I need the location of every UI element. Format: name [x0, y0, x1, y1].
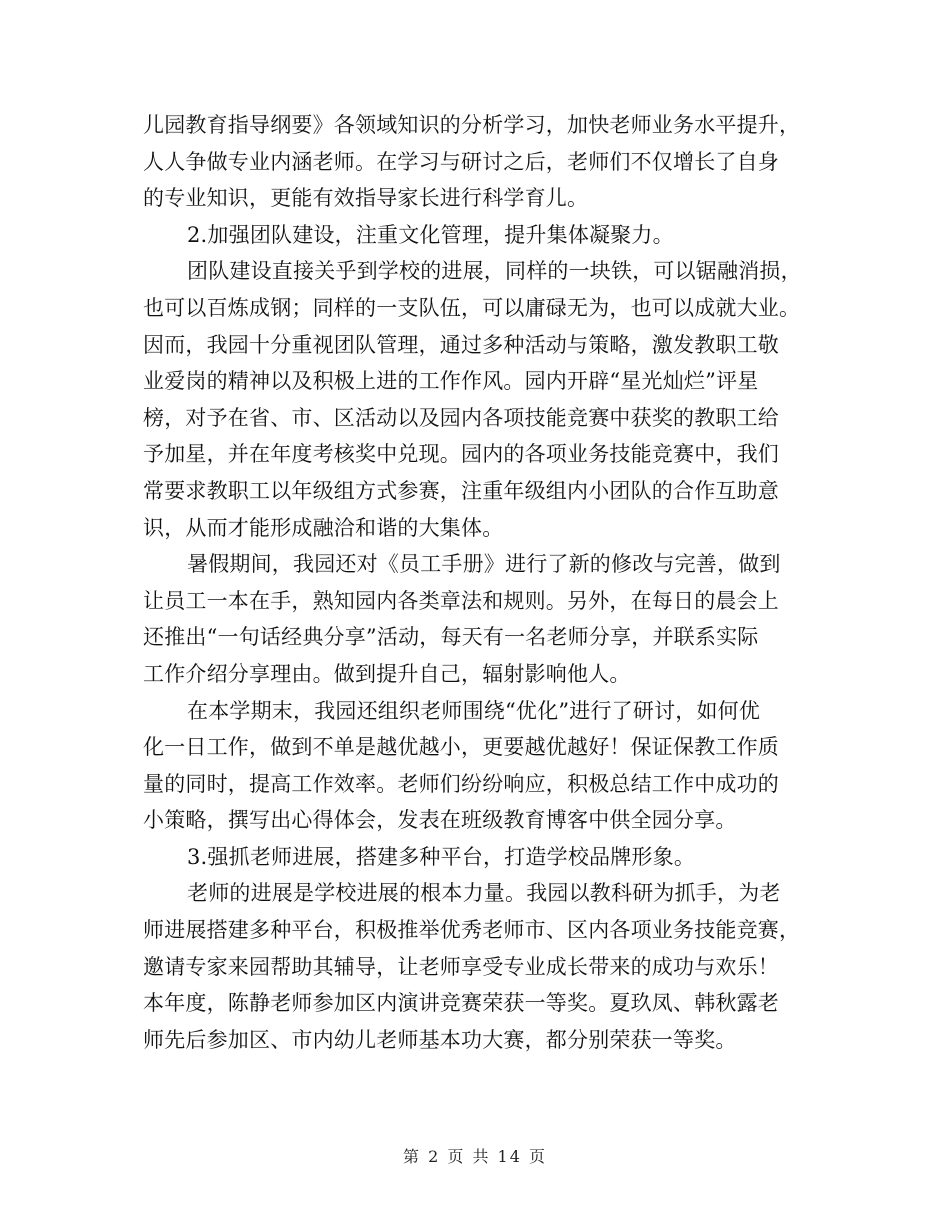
text-line: 2.加强团队建设，注重文化管理，提升集体凝聚力。 [187, 222, 674, 247]
text-line: 因而，我园十分重视团队管理，通过多种活动与策略，激发教职工敬 [143, 332, 779, 357]
text-line: 榜，对予在省、市、区活动以及园内各项技能竞赛中获奖的教职工给 [143, 405, 779, 430]
text-line: 3.强抓老师进展，搭建多种平台，打造学校品牌形象。 [187, 844, 696, 869]
text-line: 工作介绍分享理由。做到提升自己，辐射影响他人。 [143, 661, 631, 686]
text-line: 团队建设直接关乎到学校的进展，同样的一块铁，可以锯融消损， [187, 259, 802, 284]
text-line: 化一日工作，做到不单是越优越小，更要越优越好！保证保教工作质 [143, 735, 779, 760]
text-line: 识，从而才能形成融洽和谐的大集体。 [143, 515, 504, 540]
text-line: 儿园教育指导纲要》各领域知识的分析学习，加快老师业务水平提升， [143, 113, 801, 137]
text-line: 师进展搭建多种平台，积极推举优秀老师市、区内各项业务技能竞赛， [143, 918, 801, 943]
text-line: 人人争做专业内涵老师。在学习与研讨之后，老师们不仅增长了自身 [143, 149, 779, 174]
text-line: 还推出“一句话经典分享”活动，每天有一名老师分享，并联系实际 [143, 625, 759, 650]
text-line: 常要求教职工以年级组方式参赛，注重年级组内小团队的合作互助意 [143, 478, 779, 503]
text-line: 予加星，并在年度考核奖中兑现。园内的各项业务技能竞赛中，我们 [143, 442, 779, 467]
text-line: 本年度，陈静老师参加区内演讲竞赛荣获一等奖。夏玖凤、韩秋露老 [143, 991, 779, 1016]
body-text [143, 107, 813, 1058]
page-footer: 第 2 页 共 14 页 [403, 1147, 547, 1166]
text-line: 也可以百炼成钢；同样的一支队伍，可以庸碌无为，也可以成就大业。 [143, 295, 801, 320]
text-line: 师先后参加区、市内幼儿老师基本功大赛，都分别荣获一等奖。 [143, 1027, 737, 1052]
text-line: 老师的进展是学校进展的根本力量。我园以教科研为抓手，为老 [187, 881, 781, 906]
text-line: 量的同时，提高工作效率。老师们纷纷响应，积极总结工作中成功的 [143, 771, 779, 796]
text-line: 的专业知识，更能有效指导家长进行科学育儿。 [143, 186, 589, 211]
text-line: 小策略，撰写出心得体会，发表在班级教育博客中供全园分享。 [143, 808, 737, 833]
text-line: 暑假期间，我园还对《员工手册》进行了新的修改与完善，做到 [187, 552, 781, 577]
text-line: 在本学期末，我园还组织老师围绕“优化”进行了研讨，如何优 [187, 698, 761, 723]
text-line: 业爱岗的精神以及积极上进的工作作风。园内开辟“星光灿烂”评星 [143, 369, 759, 394]
text-line: 让员工一本在手，熟知园内各类章法和规则。另外，在每日的晨会上 [143, 588, 779, 613]
text-line: 邀请专家来园帮助其辅导，让老师享受专业成长带来的成功与欢乐！ [143, 954, 779, 979]
